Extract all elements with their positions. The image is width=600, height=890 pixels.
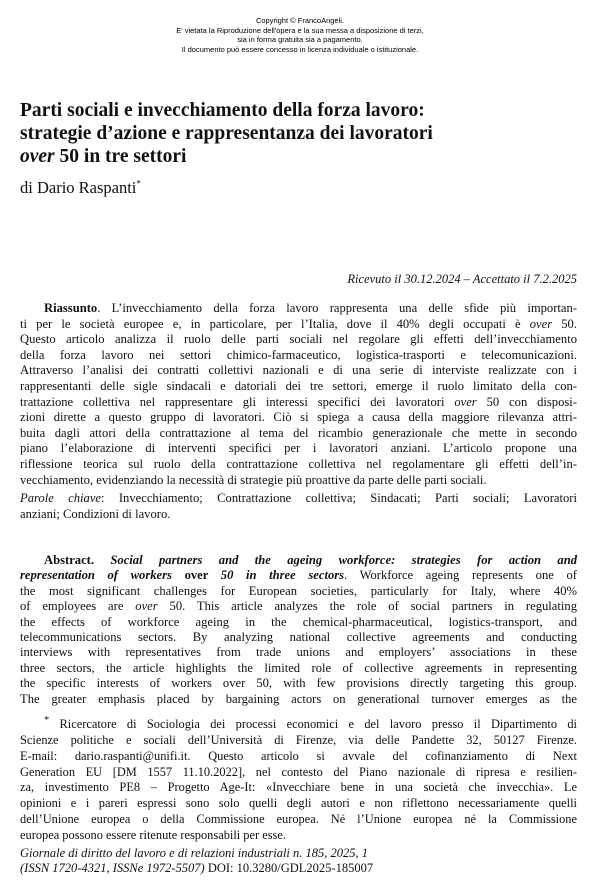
riassunto-line: riflessione teorica sul ruolo della contrattazione collettiva nel regolamentare gli effetti dell’in- [20,456,577,471]
copyright-notice [0,16,600,54]
abstract-line: the most significant challenges for European societies, particularly for Italy, where 40% [20,583,577,598]
abstract-line: interviews with representatives from trade unions and employers’ associations in these [20,645,577,660]
abstract-line: Abstract. Social partners and the ageing workforce: strategies for action and [44,553,577,567]
abstract-section [20,553,577,707]
footnote-line: * Ricercatore di Sociologia dei processi economici e del lavoro presso il Dipartimento di [44,715,577,732]
copyright-line: Il documento può essere concesso in licenza individuale o istituzionale. [181,44,419,54]
footnote-line: E-mail: dario.raspanti@unifi.it. Questo articolo si avvale del cofinanziamento di Next [20,748,577,763]
title-line [20,145,580,168]
author-name: di Dario Raspanti [20,178,137,197]
riassunto-line: zioni dirette a questo gruppo di lavoratori. Ciò si spiega a causa della maggiore rilevanza attri- [20,410,577,425]
footnote-line: europea possono essere ritenute responsabili per esse. [20,827,286,842]
abstract-line: three sectors, the article highlights the limited role of collective agreements in representing [20,660,577,675]
journal-line [20,861,577,876]
abstract-line: representation of workers over 50 in three sectors. Workforce ageing represents one of [20,568,577,583]
copyright-line: E' vietata la Riproduzione dell'opera e la sua messa a disposizione di terzi, [176,25,424,35]
abstract-line: telecommunications sectors. By analyzing national collective agreements and conducting [20,630,577,645]
riassunto-line: ti per le società europee e, in particolare, per l’Italia, dove il 40% degli occupati è over 50. [20,316,578,331]
riassunto-line: della forza lavoro nei settori chimico-farmaceutico, logistica-trasporti e telecomunicazioni. [20,347,577,362]
author-footnote [20,713,577,844]
footnote-line: opinioni e i pareri espressi sono solo quelli degli autori e non riflettono necessariamente quelli [20,796,577,811]
riassunto-line: buita dagli attori della contrattazione al tema del ricambio generazionale che mette in secondo [20,425,577,440]
author-footnote-mark: * [136,178,141,189]
riassunto-line: Questo articolo analizza il ruolo delle parti sociali nel regolare gli effetti dell’invecchiamento [20,332,577,347]
keywords-section [20,491,577,522]
riassunto-line: Attraverso l’analisi dei contratti collettivi nazionali e di una serie di interviste realizzate con i [20,363,577,378]
footnote-line: Generation EU [DM 1557 11.10.2022], nel contesto del Piano nazionale di ripresa e resilien- [20,764,577,779]
riassunto-line: piano l’elaborazione di interventi specifici per i lavoratori anziani. L’articolo propone una [20,441,577,456]
received-dates: Ricevuto il 30.12.2024 – Accettato il 7.2.2025 [347,272,577,286]
title-line: Parti sociali e invecchiamento della forza lavoro: [20,100,425,121]
abstract-line: the specific interests of workers over 50, with few provisions directly targeting this group. [20,676,577,691]
author-byline [20,178,141,198]
copyright-line: Copyright © FrancoAngeli. [255,16,345,25]
journal-issn: (ISSN 1720-4321, ISSNe 1972-5507) [20,861,205,876]
article-title [20,99,580,168]
copyright-line: sia in forma gratuita sia a pagamento. [237,35,363,45]
abstract-line: of employees are over 50. This article analyzes the role of social partners in regulating [20,599,577,614]
riassunto-line: rappresentanti delle sigle sindacali e datoriali dei tre settori, emerge il ruolo limitato della con- [20,378,577,393]
keywords-line: Parole chiave: Invecchiamento; Contrattazione collettiva; Sindacati; Parti sociali; Lavoratori [20,491,577,505]
riassunto-line: vecchiamento, evidenziando la necessità di strategie più proattive da parte delle parti sociali. [20,472,487,487]
title-line3-rest: 50 in tre settori [54,146,187,167]
abstract-line: the effects of workforce ageing in the chemical-pharmaceutical, logistics-transport, and [20,614,577,629]
journal-citation [20,846,577,877]
riassunto-line: trattazione collettiva nel rappresentare gli interessi specifici dei lavoratori over 50 con disposi- [20,394,577,409]
title-over: over [20,146,55,167]
footnote-line: za, investimento PE8 – Progetto Age-It: «Invecchiare bene in una società che invecchia». Le [20,780,577,795]
keywords-label: Parole chiave [20,491,102,505]
footnote-line: dell’Unione europea o della Commissione europea. Né l’Unione europea né la Commissione [20,811,577,826]
title-line: strategie d’azione e rappresentanza dei lavoratori [20,123,433,144]
journal-line: Giornale di diritto del lavoro e di relazioni industriali n. 185, 2025, 1 [20,846,369,860]
footnote-line: Scienze politiche e sociali dell’Università di Firenze, via delle Pandette 32, 50127 Firenze. [20,732,577,747]
keywords-line: anziani; Condizioni di lavoro. [20,506,171,521]
journal-doi: DOI: 10.3280/GDL2025-185007 [204,861,374,876]
footnote-mark: * [44,715,50,726]
riassunto-section [20,301,577,488]
riassunto-line: Riassunto. L’invecchiamento della forza lavoro rappresenta una delle sfide più importan- [44,301,577,315]
abstract-label: Abstract. [44,553,95,567]
riassunto-label: Riassunto [44,301,98,315]
abstract-line: The greater emphasis placed by bargaining actors on generational turnover emerges as the [20,691,577,706]
